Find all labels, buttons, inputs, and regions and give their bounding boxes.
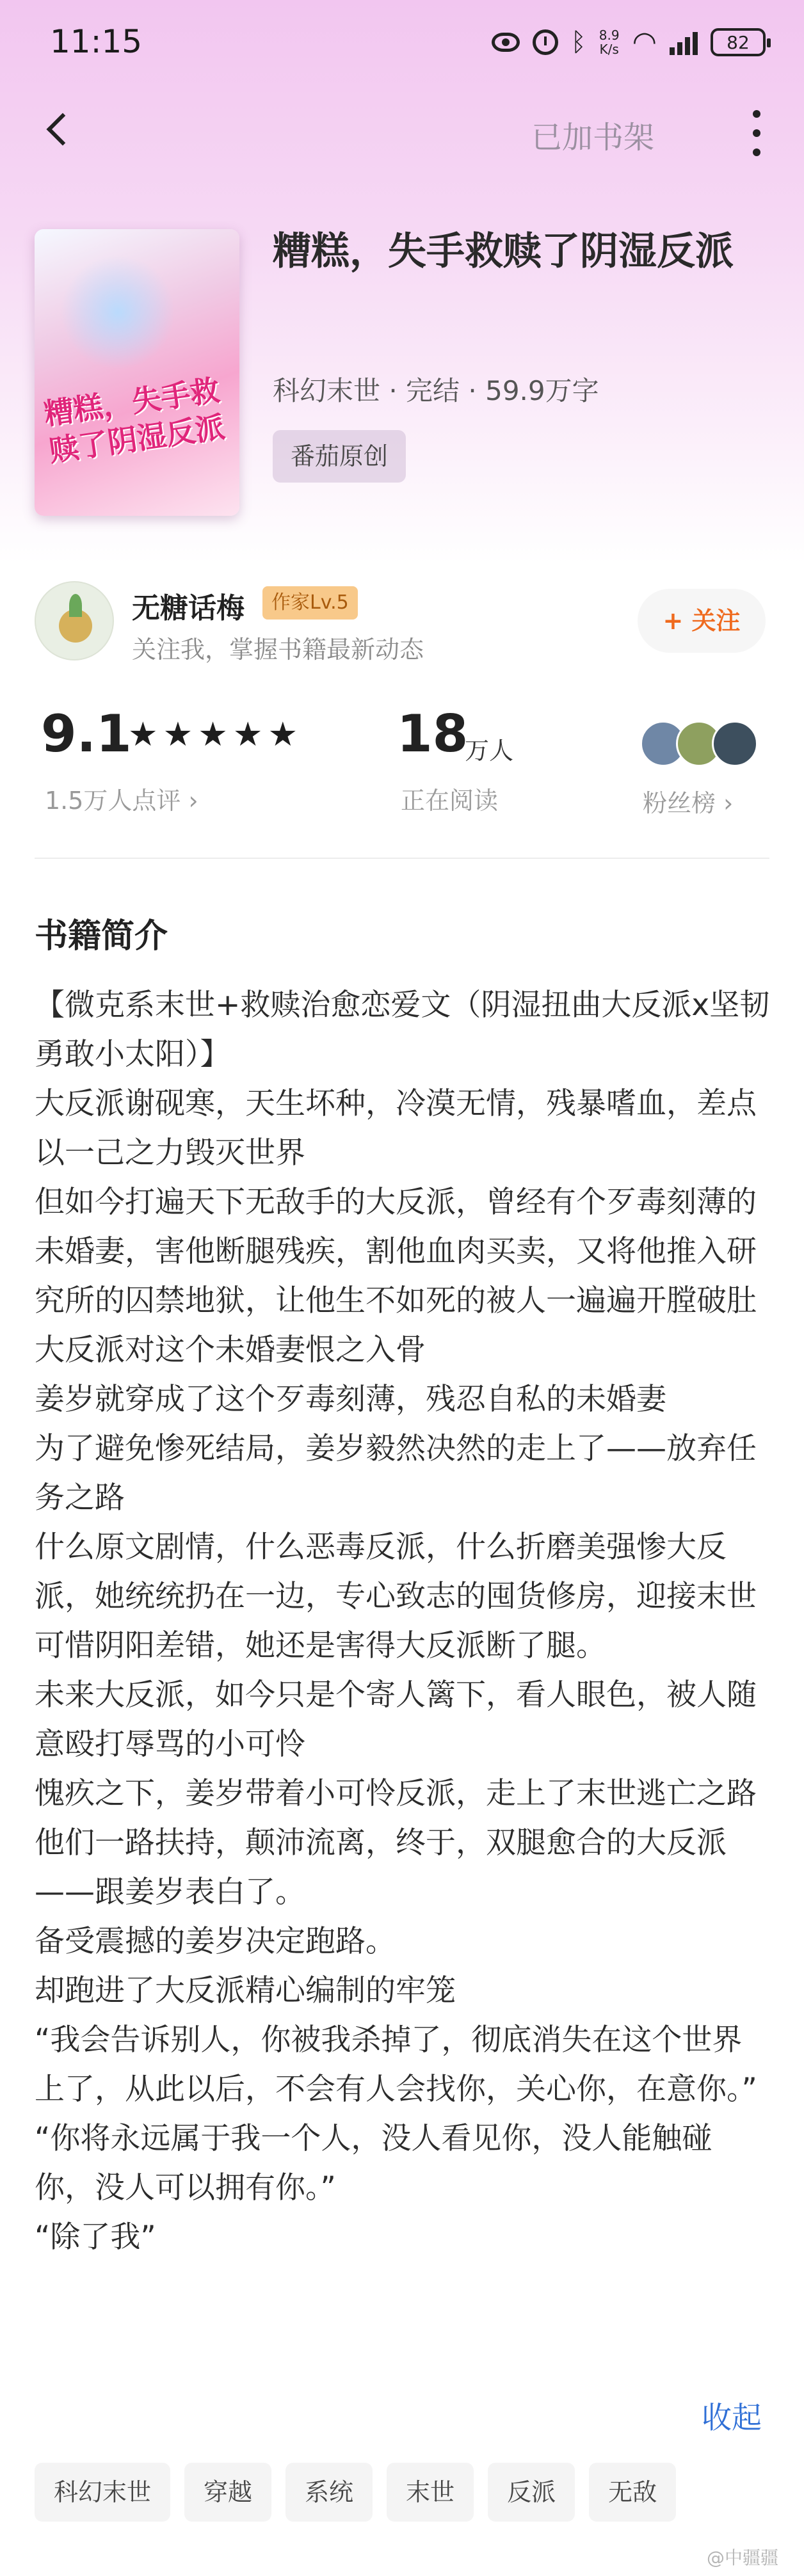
intro-paragraph: 可惜阴阳差错，她还是害得大反派断了腿。 [35,1628,606,1663]
intro-paragraph: “我会告诉别人，你被我杀掉了，彻底消失在这个世界上了，从此以后，不会有人会找你，关心你，在意你。” [35,2022,757,2107]
intro-paragraph: “你将永远属于我一个人，没人看见你，没人能触碰你，没人可以拥有你。” [35,2121,712,2205]
intro-paragraph: 姜岁就穿成了这个歹毒刻薄，残忍自私的未婚妻 [35,1382,666,1417]
eye-icon [492,33,520,52]
book-cover[interactable] [35,229,239,516]
battery-level: 82 [727,31,750,53]
fans-ranking-link[interactable]: 粉丝榜 › [643,789,734,817]
collapse-button[interactable]: 收起 [702,2401,762,2436]
genre-tag[interactable]: 系统 [285,2463,373,2522]
alarm-icon [533,29,558,55]
author-row [0,576,804,664]
more-options-icon[interactable] [744,108,769,159]
author-desc: 关注我，掌握书籍最新动态 [132,636,424,664]
author-name[interactable]: 无糖话梅 [132,592,245,625]
status-time: 11:15 [50,23,143,60]
signal-icon [670,29,698,55]
added-to-shelf-label[interactable]: 已加书架 [531,120,655,156]
intro-paragraph: 【微克系末世+救赎治愈恋爱文（阴湿扭曲大反派x坚韧勇敢小太阳）】 [35,988,770,1072]
intro-paragraph: 大反派谢砚寒，天生坏种，冷漠无情，残暴嗜血，差点以一己之力毁灭世界 [35,1086,757,1171]
genre-tag[interactable]: 科幻末世 [35,2463,170,2522]
back-arrow-icon[interactable] [38,110,77,148]
cover-title-art: 糟糕，失手救赎了阴湿反派 [42,372,227,468]
origin-tag: 番茄原创 [273,430,406,483]
fan-avatar [712,721,758,767]
intro-paragraph: 未来大反派，如今只是个寄人篱下，看人眼色，被人随意殴打辱骂的小可怜 [35,1677,757,1762]
network-speed-unit: K/s [599,42,619,57]
fan-avatars[interactable] [640,721,762,767]
author-level-badge: 作家Lv.5 [262,586,358,620]
intro-paragraph: “除了我” [35,2220,156,2255]
stats-row [0,704,804,817]
network-speed-value: 8.9 [599,28,620,43]
intro-paragraph: 但如今打遍天下无敌手的大反派，曾经有个歹毒刻薄的未婚妻，害他断腿残疾，割他血肉买卖，又将他推入研究所的囚禁地狱，让他生不如死的被人一遍遍开膛破肚 [35,1185,757,1318]
intro-paragraph: 愧疚之下，姜岁带着小可怜反派，走上了末世逃亡之路 [35,1776,757,1811]
intro-paragraph: 大反派对这个未婚妻恨之入骨 [35,1332,426,1368]
author-avatar[interactable] [35,581,114,660]
genre-tags [35,2463,676,2522]
status-bar [0,0,804,83]
book-intro [35,980,771,2262]
genre-tag[interactable]: 末世 [387,2463,474,2522]
intro-paragraph: 他们一路扶持，颠沛流离，终于，双腿愈合的大反派——跟姜岁表白了。 [35,1825,727,1910]
rating-count-link[interactable]: 1.5万人点评 › [45,787,198,815]
follow-button[interactable]: + 关注 [638,589,766,653]
nav-bar [0,96,804,166]
reading-count-unit: 万人 [465,737,514,765]
intro-section-title: 书籍简介 [35,917,168,956]
reading-count: 18 [397,704,469,764]
network-speed [599,28,620,56]
reading-label: 正在阅读 [401,787,499,815]
genre-tag[interactable]: 反派 [488,2463,575,2522]
intro-paragraph: 备受震撼的姜岁决定跑路。 [35,1924,396,1959]
intro-paragraph: 为了避免惨死结局，姜岁毅然决然的走上了——放弃任务之路 [35,1431,757,1516]
intro-paragraph: 什么原文剧情，什么恶毒反派，什么折磨美强惨大反派，她统统扔在一边，专心致志的囤货修房，迎接末世 [35,1530,757,1614]
intro-paragraph: 却跑进了大反派精心编制的牢笼 [35,1973,456,2008]
book-title: 糟糕，失手救赎了阴湿反派 [273,229,734,274]
watermark: @中疆疆 [706,2547,778,2568]
wifi-icon: ◠ [632,26,657,58]
cover-glow [60,255,175,370]
book-meta: 科幻末世 · 完结 · 59.9万字 [273,375,599,406]
rating-score: 9.1 [41,704,132,764]
status-icons [492,23,766,61]
battery-icon [711,28,766,56]
genre-tag[interactable]: 穿越 [184,2463,271,2522]
divider [35,858,769,859]
bluetooth-icon: ᛒ [570,28,586,57]
genre-tag[interactable]: 无敌 [589,2463,676,2522]
star-rating-icon: ★★★★★ [128,716,303,754]
